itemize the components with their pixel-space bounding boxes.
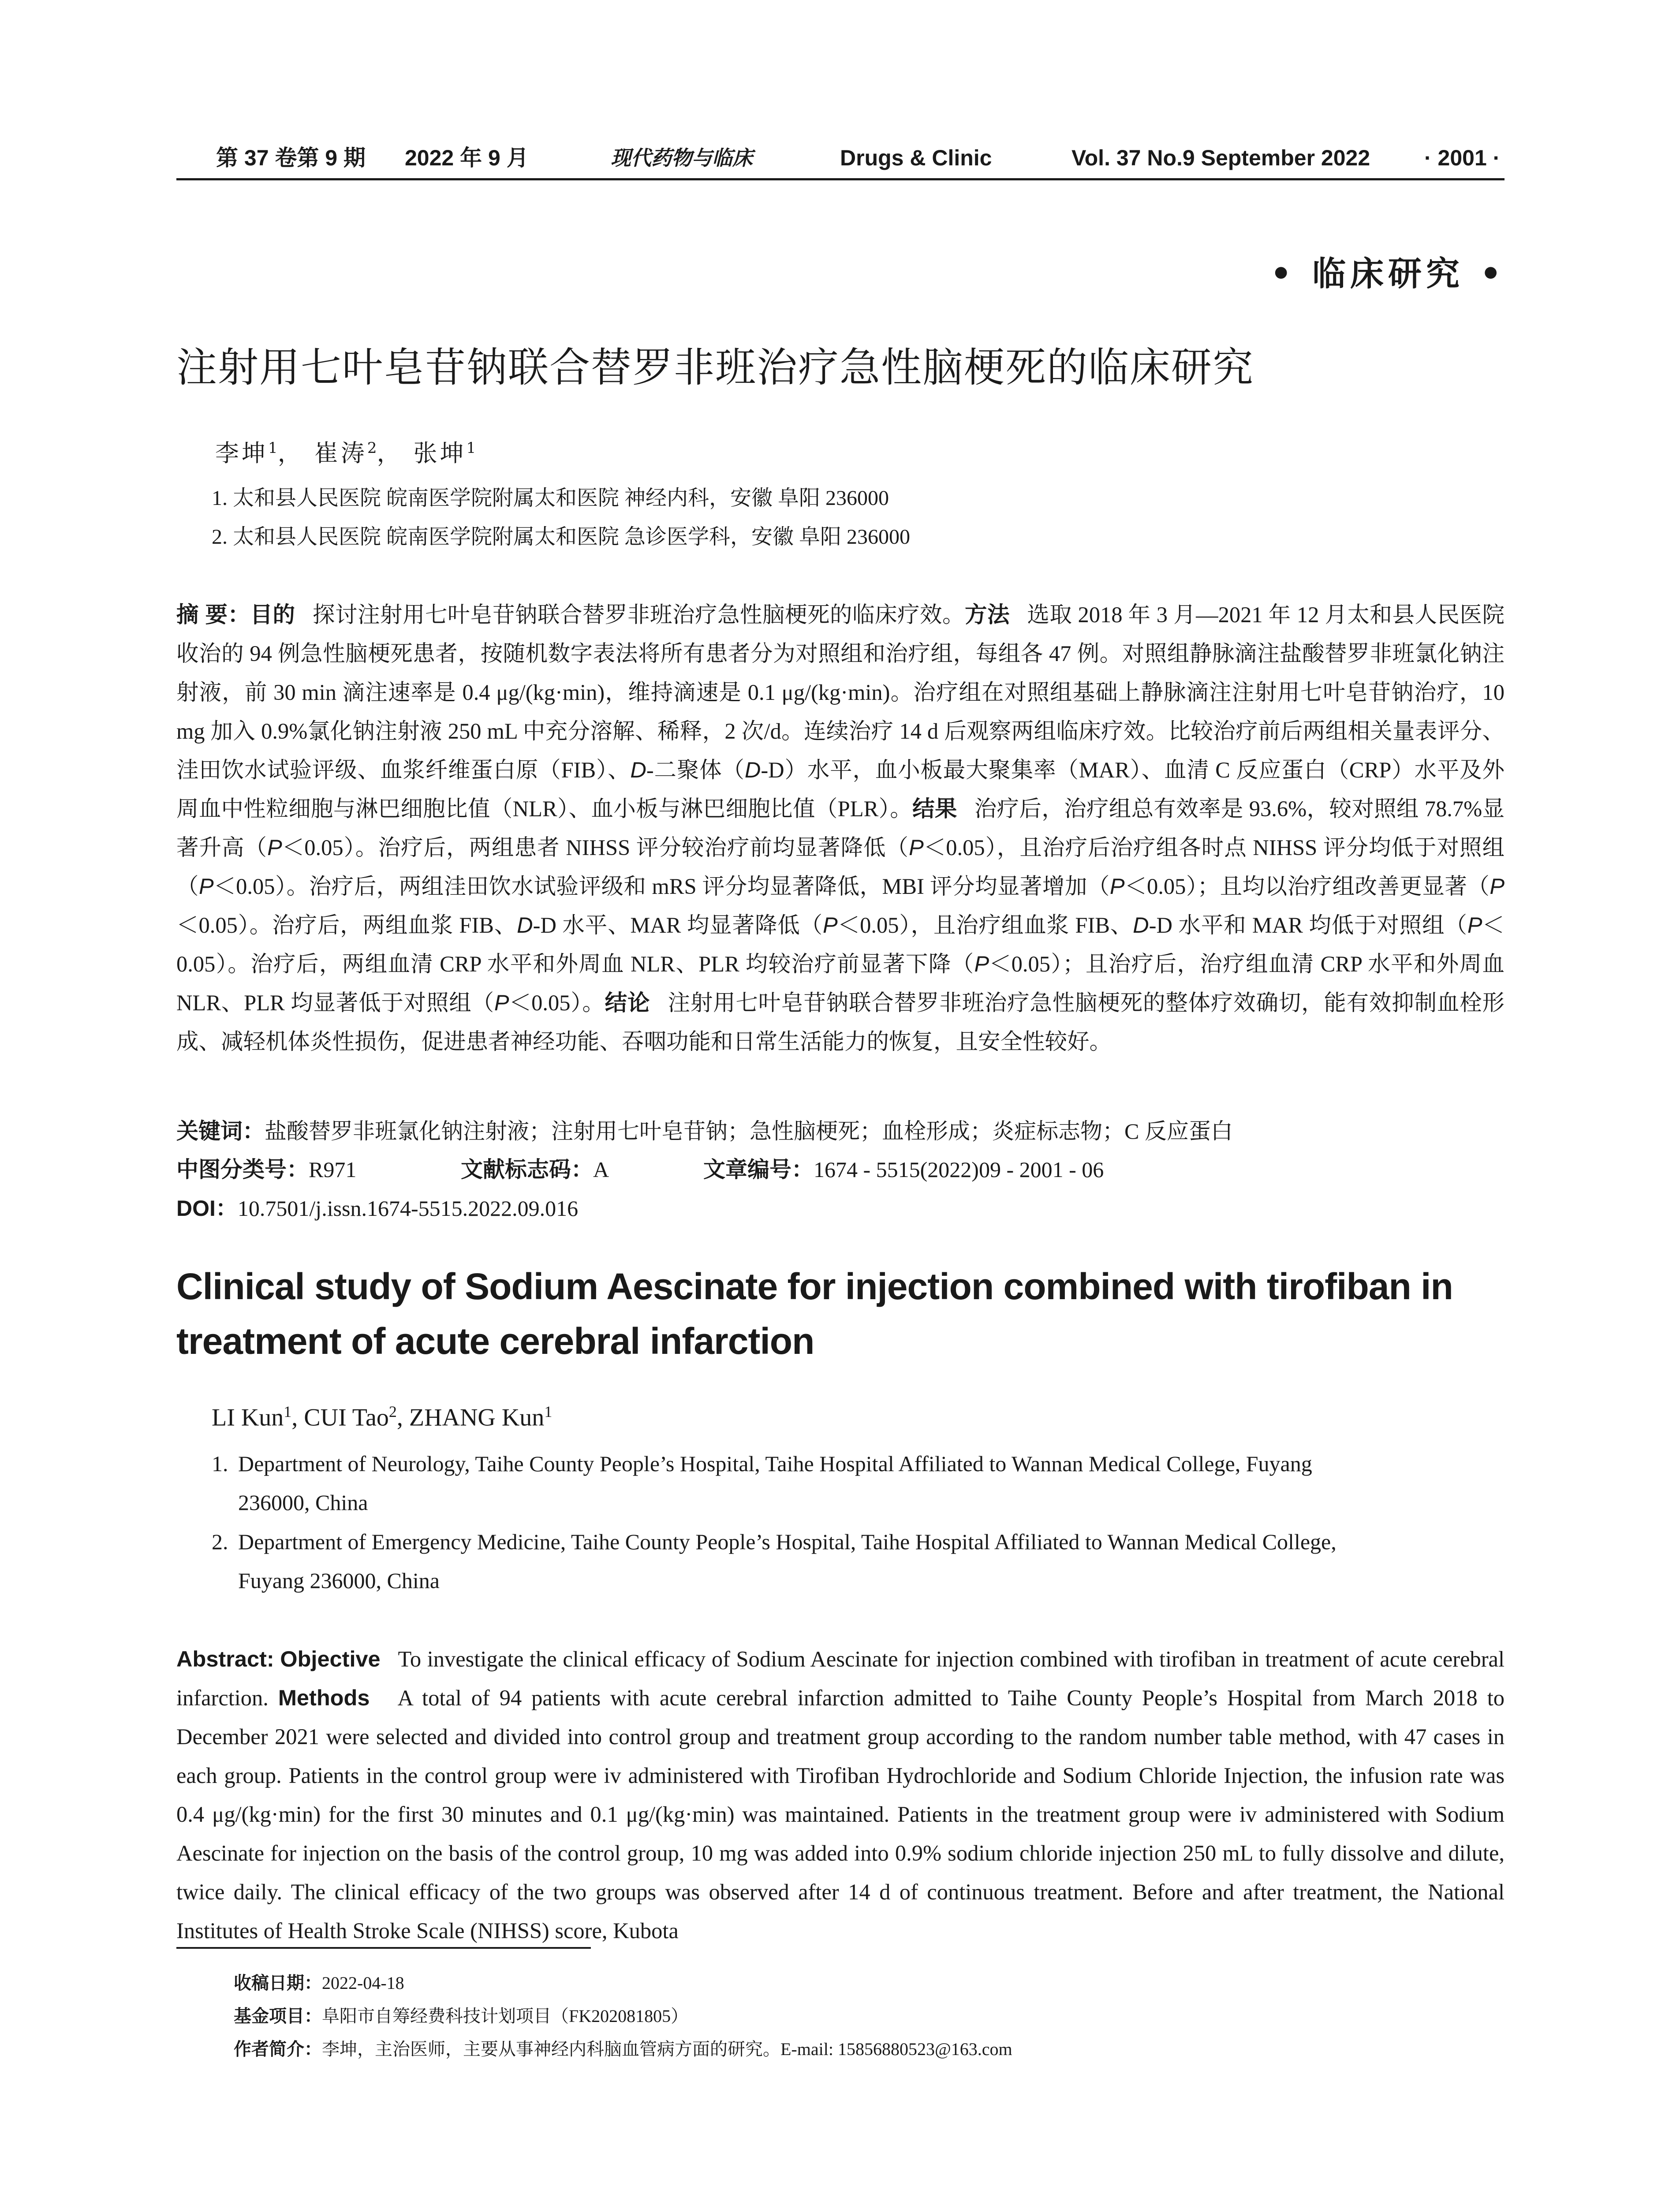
affiliation-en-line2: 236000, China [238,1490,368,1515]
footnote-label: 作者简介： [234,2040,322,2059]
abstract-cn [176,595,1505,1061]
author-en-name: CUI Tao [304,1404,389,1431]
affiliation-en-line2: Fuyang 236000, China [238,1568,440,1593]
italic-p: P [909,835,924,860]
header-journal-en: Drugs & Clinic [840,146,992,170]
authors-en [212,1402,552,1432]
author-en-name: LI Kun [212,1404,284,1431]
results-cn-text: ＜0.05）。治疗后，两组血清 CRP 水平和外周血 NLR、PLR 均较治疗前显著下降（ [176,913,1505,976]
clc-value: R971 [309,1157,357,1182]
results-cn-text: 治疗后，治疗组总有效率是 93.6%，较对照组 78.7%显著升高（ [176,796,1505,860]
header-volume-en: Vol. 37 No.9 September 2022 [1071,146,1370,170]
footnote-text: 李坤，主治医师，主要从事神经内科脑血管病方面的研究。E-mail: 15856880523@163.com [322,2039,1012,2059]
author-cn-sep: ， [277,439,304,467]
header-volume-cn: 第 37 卷第 9 期 [216,146,366,170]
affiliation-en-line1: Department of Neurology, Taihe County People’s Hospital, Taihe Hospital Affiliated to Wannan Medical College, Fuyang [238,1451,1312,1476]
affiliation-en-line1: Department of Emergency Medicine, Taihe County People’s Hospital, Taihe Hospital Affiliated to Wannan Medical College, [238,1529,1337,1554]
doi [176,1191,578,1222]
author-cn-name: 张坤 [413,439,467,467]
italic-p: P [1467,912,1482,938]
article-no-value: 1674 - 5515(2022)09 - 2001 - 06 [814,1157,1104,1182]
results-cn-text: -D 水平和 MAR 均低于对照组（ [1149,913,1467,938]
results-cn-text: ＜0.05），且治疗后治疗组各时点 NIHSS 评分均低于对照组（ [176,835,1505,899]
footnote-received [234,1969,404,1994]
results-cn-label: 结果 [912,796,957,821]
objective-cn-text: 探讨注射用七叶皂苷钠联合替罗非班治疗急性脑梗死的临床疗效。 [312,602,965,627]
methods-cn-text: 选取 2018 年 3 月—2021 年 12 月太和县人民医院收治的 94 例急性脑梗死患者，按随机数字表法将所有患者分为对照组和治疗组，每组各 47 例。对照组静脉滴注盐酸替罗非班氯化钠注射液，前 30 min 滴注速率是 0.4 μg/(kg·min)，维持滴速是 0.1 μg/(kg·min)。治疗组在对照组基础上静脉滴注注射用七叶皂苷钠治疗，10 mg 加入 0.9%氯化钠注射液 250 mL 中充分溶解、稀释，2 次/d。连续治疗 14 d 后观察两组临床疗效。比较治疗前后两组相关量表评分、洼田饮水试验评级、血浆纤维蛋白原（FIB）、 [176,602,1505,782]
italic-p: P [974,951,989,976]
clc-label: 中图分类号： [176,1157,309,1182]
conclusion-cn-text: 注射用七叶皂苷钠联合替罗非班治疗急性脑梗死的整体疗效确切，能有效抑制血栓形成、减轻机体炎性损伤，促进患者神经功能、吞咽功能和日常生活能力的恢复，且安全性较好。 [176,990,1505,1054]
italic-p: P [823,912,838,938]
affiliation-en-1 [212,1444,1505,1522]
keywords-cn [176,1114,1233,1145]
doc-code-value: A [593,1157,609,1182]
objective-en-text: To investigate the clinical efficacy of Sodium Aescinate for injection combined with tirofiban in treatment of acute cerebral infarction. [176,1647,1505,1710]
affiliation-en-2 [212,1522,1505,1600]
header-rule [176,178,1505,180]
footnote-label: 基金项目： [234,2007,322,2026]
abstract-en [176,1640,1505,1950]
affiliation-cn-1: 1. 太和县人民医院 皖南医学院附属太和医院 神经内科，安徽 阜阳 236000 [212,486,889,510]
italic-p: P [198,874,214,899]
conclusion-cn-label: 结论 [605,990,650,1015]
header-page-number: · 2001 · [1424,146,1501,170]
classification-clc [176,1152,356,1184]
italic-p: P [1109,874,1125,899]
affiliation-en-num: 1. [212,1451,228,1476]
footnote-funding [234,2002,688,2027]
results-cn-text: -D 水平、MAR 均显著降低（ [533,913,823,938]
italic-d: D [1133,912,1149,938]
methods-en-label: Methods [278,1685,370,1710]
results-cn-text: ＜0.05）。治疗后，两组洼田饮水试验评级和 mRS 评分均显著降低，MBI 评分均显著增加（ [213,874,1110,899]
article-no-label: 文章编号： [703,1157,814,1182]
author-en-sup: 1 [284,1403,292,1420]
footnote-label: 收稿日期： [234,1973,322,1993]
author-en-sep: , [396,1404,409,1431]
abstract-en-label: Abstract: [176,1646,274,1671]
keywords-cn-text: 盐酸替罗非班氯化钠注射液；注射用七叶皂苷钠；急性脑梗死；血栓形成；炎症标志物；C 反应蛋白 [265,1119,1233,1144]
author-cn-name: 崔涛 [314,439,367,467]
footnote-author-bio [234,2035,1012,2060]
methods-cn-text: -二聚体（ [646,758,745,782]
author-en-sep: , [291,1404,304,1431]
methods-cn-label: 方法 [965,602,1010,627]
italic-d: D [630,757,646,782]
footnote-text: 阜阳市自筹经费科技计划项目（FK202081805） [322,2006,689,2026]
author-cn-sep: ， [377,439,403,467]
doi-value: 10.7501/j.issn.1674-5515.2022.09.016 [237,1196,579,1221]
keywords-cn-label: 关键词： [176,1119,265,1144]
author-cn-sup: 1 [268,439,278,457]
title-en: Clinical study of Sodium Aescinate for injection combined with tirofiban in treatment of acute cerebral infarction [176,1266,1453,1362]
italic-p: P [494,990,509,1015]
doc-code-label: 文献标志码： [461,1157,593,1182]
doi-label: DOI： [176,1196,238,1221]
classification-doc [461,1152,609,1184]
classification-article [703,1152,1104,1184]
results-cn-text: ＜0.05），且治疗组血浆 FIB、 [837,913,1133,938]
header-journal-cn: 现代药物与临床 [611,146,753,170]
results-cn-text: ＜0.05）；且均以治疗组改善更显著（ [1124,874,1490,899]
author-cn-name: 李坤 [215,439,268,467]
author-en-name: ZHANG Kun [409,1404,545,1431]
authors-cn [215,434,476,468]
section-tag: • 临床研究 • [1270,254,1506,293]
title-cn: 注射用七叶皂苷钠联合替罗非班治疗急性脑梗死的临床研究 [176,344,1254,391]
author-en-sup: 1 [544,1403,553,1420]
italic-d: D [517,912,533,938]
results-cn-text: ＜0.05）。治疗后，两组患者 NIHSS 评分较治疗前均显著降低（ [282,835,909,860]
author-cn-sup: 1 [466,439,476,457]
italic-d: D [744,757,761,782]
italic-p: P [267,835,282,860]
results-cn-text: ＜0.05）；且治疗后，治疗组血清 CRP 水平和外周血 NLR、PLR 均显著低于对照组（ [176,952,1505,1015]
results-cn-text: ＜0.05）。 [509,990,605,1015]
header-date-cn: 2022 年 9 月 [405,146,529,170]
objective-en-label: Objective [280,1646,381,1671]
objective-cn-label: 目的 [250,602,295,627]
author-en-sup: 2 [388,1403,397,1420]
methods-en-text: A total of 94 patients with acute cerebral infarction admitted to Taihe County People’s Hospital from March 2018 to December 2021 were selected and divided into control group and treatment group according to the random number table method, with 47 cases in each group. Patients in the control group were iv administered with Tirofiban Hydrochloride and Sodium Chloride Injection, the infusion rate was 0.4 μg/(kg·min) for the first 30 minutes and 0.1 μg/(kg·min) was maintained. Patients in the treatment group were iv administered with Sodium Aescinate for injection on the basis of the control group, 10 mg was added into 0.9% sodium chloride injection 250 mL to fully dissolve and dilute, twice daily. The clinical efficacy of the two groups was observed after 14 d of continuous treatment. Before and after treatment, the National Institutes of Health Stroke Scale (NIHSS) score, Kubota [176,1686,1505,1943]
author-cn-sup: 2 [367,439,377,457]
italic-p: P [1490,874,1505,899]
results-cn-text: ＜0.05）。治疗后，两组血浆 FIB、 [176,913,517,938]
abstract-cn-label: 摘 要： [176,602,250,627]
methods-cn-text: -D）水平，血小板最大聚集率（MAR）、血清 C 反应蛋白（CRP）水平及外周血中性粒细胞与淋巴细胞比值（NLR）、血小板与淋巴细胞比值（PLR）。 [176,758,1505,821]
affiliation-en-num: 2. [212,1529,228,1554]
affiliation-cn-2: 2. 太和县人民医院 皖南医学院附属太和医院 急诊医学科，安徽 阜阳 236000 [212,525,911,549]
footnote-rule [176,1947,591,1949]
footnote-text: 2022-04-18 [322,1973,404,1993]
